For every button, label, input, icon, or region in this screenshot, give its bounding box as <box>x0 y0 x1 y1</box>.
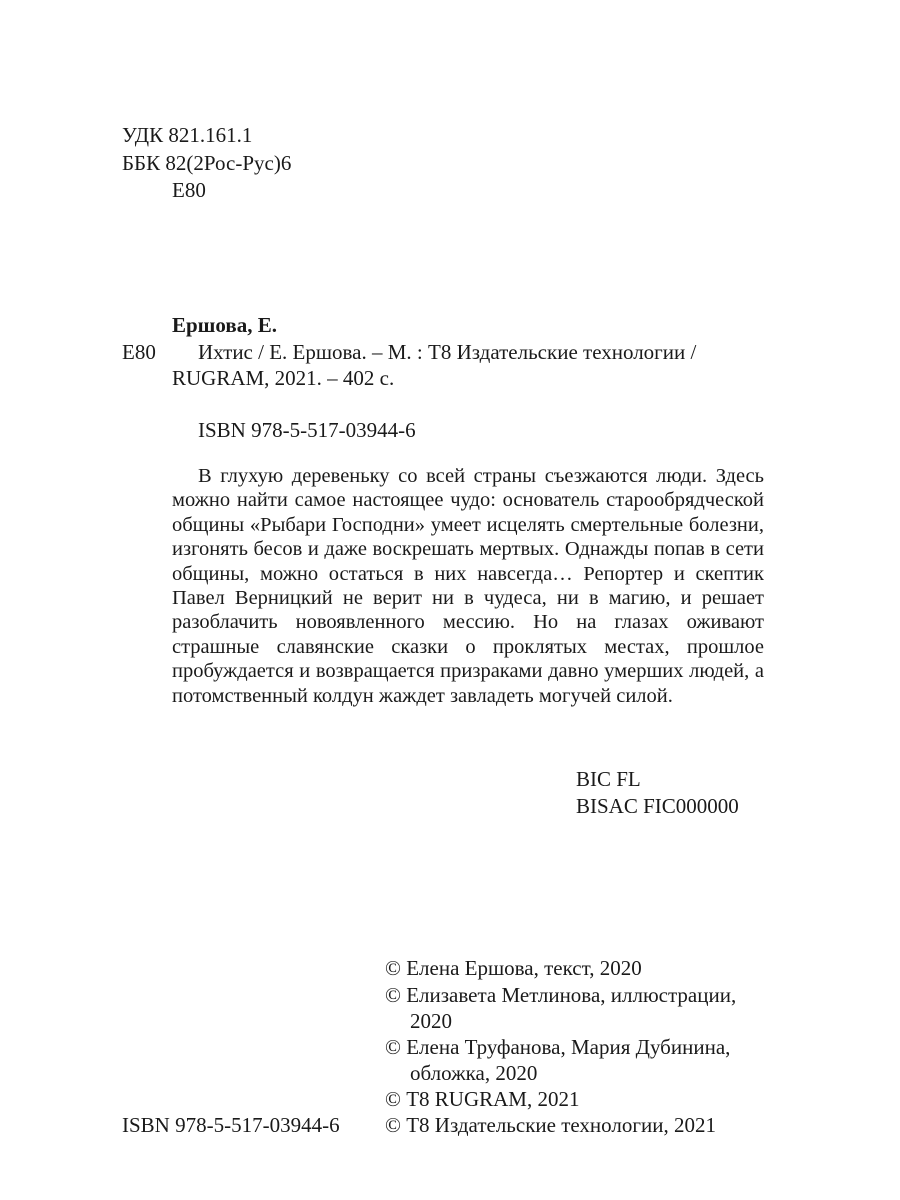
author-sign: Е80 <box>172 178 206 202</box>
copyright-publisher-rugram: © Т8 RUGRAM, 2021 <box>385 1087 580 1111</box>
bisac-code: BISAC FIC000000 <box>576 794 739 818</box>
bibliographic-description-line2: RUGRAM, 2021. – 402 с. <box>172 366 395 390</box>
copyright-cover-continued <box>385 1060 805 1086</box>
copyright-illustrator-year-text: 2020 <box>410 1009 452 1033</box>
udk-index: УДК 821.161.1 <box>122 123 253 147</box>
copyright-illustrator: © Елизавета Метлинова, иллюстрации, <box>385 983 737 1007</box>
copyright-author: © Елена Ершова, текст, 2020 <box>385 956 642 980</box>
copyright-cover-continued-text: обложка, 2020 <box>410 1061 538 1085</box>
bibliographic-description-line1: Ихтис / Е. Ершова. – М. : Т8 Издательские технологии / <box>198 340 697 364</box>
isbn-record: ISBN 978-5-517-03944-6 <box>198 418 416 442</box>
copyright-publisher-t8: © Т8 Издательские технологии, 2021 <box>385 1113 716 1137</box>
annotation-text: В глухую деревеньку со всей страны съезжаются люди. Здесь можно найти самое настоящее чудо: основатель старообрядческой общины «Рыбари Господни» умеет исцелять смертельные болезни, изгонять бесов и даже воскрешать мертвых. Однажды попав в сети общины, можно остаться в них навсегда… Репортер и скептик Павел Верницкий не верит ни в чудеса, ни в магию, и решает разоблачить новоявленного мессию. Но на глазах оживают страшные славянские сказки о проклятых местах, прошлое пробуждается и возвращается призраками давно умерших людей, а потомственный колдун жаждет завладеть могучей силой. <box>172 465 764 707</box>
author-heading: Ершова, Е. <box>172 313 277 337</box>
copyright-cover: © Елена Труфанова, Мария Дубинина, <box>385 1035 731 1059</box>
bbk-index: ББК 82(2Рос-Рус)6 <box>122 151 292 175</box>
copyright-illustrator-year <box>385 1008 805 1034</box>
isbn-footer: ISBN 978-5-517-03944-6 <box>122 1113 340 1137</box>
bic-code: BIC FL <box>576 767 641 791</box>
author-sign-bibliographic: Е80 <box>122 340 156 364</box>
